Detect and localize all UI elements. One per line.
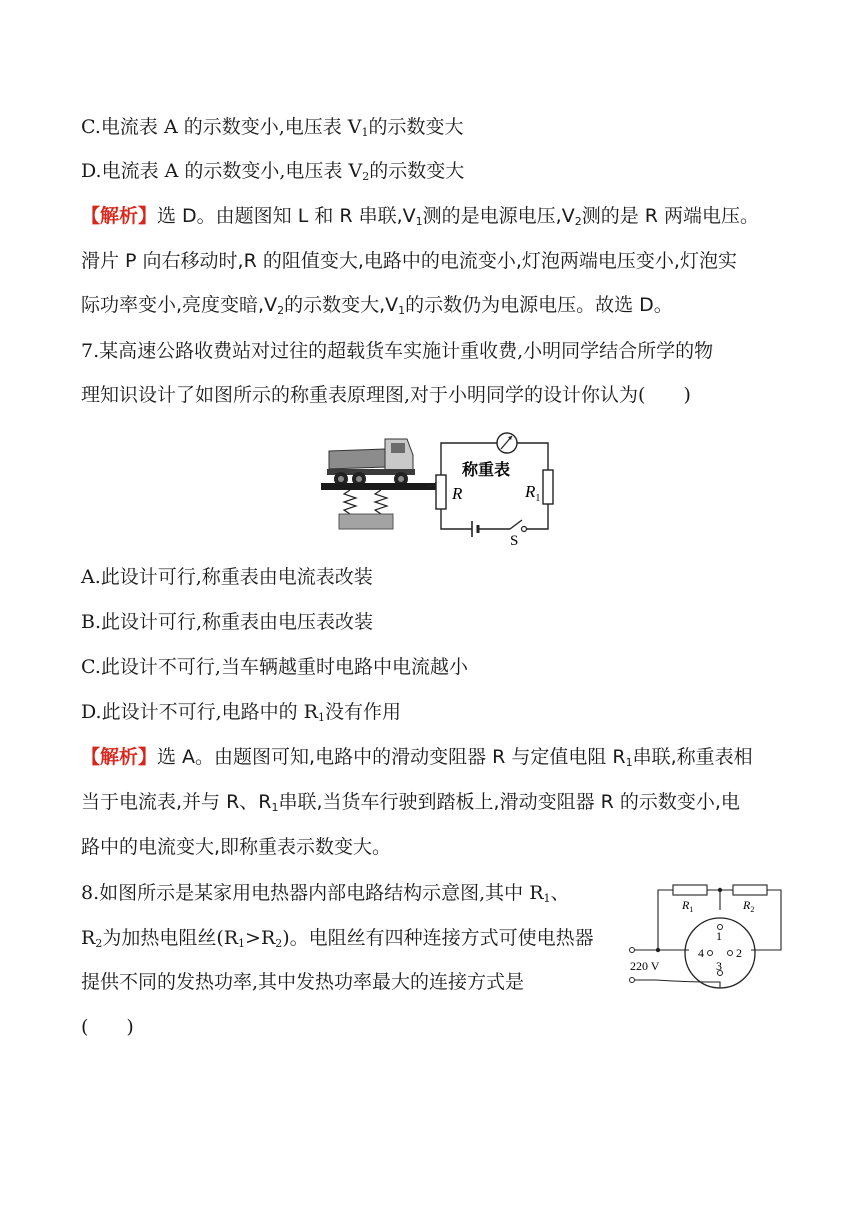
terminal-1: 1	[716, 929, 722, 943]
q7-option-a: A.此设计可行,称重表由电流表改装	[81, 566, 373, 588]
base-block	[339, 514, 393, 529]
q7-analysis-line3: 路中的电流变大,即称重表示数变大。	[81, 836, 392, 858]
resistor-r-label: R	[452, 484, 463, 503]
spring-left	[344, 490, 356, 514]
meter-icon	[497, 433, 517, 453]
resistor-r2	[733, 885, 767, 895]
q8-stem-line3: 提供不同的发热功率,其中发热功率最大的连接方式是	[81, 971, 525, 993]
weighing-platform	[321, 483, 439, 490]
spring-right	[375, 490, 387, 514]
supply-voltage-label: 220 V	[630, 959, 660, 973]
q6-analysis-line2: 滑片 P 向右移动时,R 的阻值变大,电路中的电流变小,灯泡两端电压变小,灯泡实	[81, 250, 737, 272]
q6-option-c: C.电流表 A 的示数变小,电压表 $V_1$的示数变大	[81, 116, 464, 139]
terminal-2: 2	[736, 946, 742, 960]
svg-text:R2: $R_2$	[743, 898, 755, 914]
resistor-r1	[543, 470, 553, 504]
q7-option-c: C.此设计不可行,当车辆越重时电路中电流越小	[81, 656, 468, 678]
svg-text:R1: $R_1$	[682, 898, 694, 914]
analysis-tag: 【解析】	[81, 205, 158, 227]
switch-label: S	[510, 533, 519, 547]
truck-icon	[327, 439, 415, 486]
q6-option-d: D.电流表 A 的示数变小,电压表 $V_2$的示数变大	[81, 160, 465, 183]
q6-analysis-line1: 【解析】选 D。由题图知 L 和 R 串联$,V_1$测的是电源电压$,V_2$测的是 R 两端电压。	[81, 205, 759, 228]
meter-label: 称重表	[462, 462, 511, 479]
q6-analysis-line3: 际功率变小,亮度变暗$,V_2$的示数变大$,V_1$的示数仍为电源电压。故选 D。	[81, 294, 673, 317]
terminal-4: 4	[698, 946, 704, 960]
terminal-3: 3	[716, 959, 722, 973]
q8-stem-line1: 8.如图所示是某家用电热器内部电路结构示意图,其中 $R_1$、	[81, 882, 570, 905]
q8-heater-circuit-figure	[626, 874, 786, 1002]
q8-stem-line2: $R_2$为加热电阻丝$(R_1>R_2)$。电阻丝有四种连接方式可使电热器	[81, 927, 594, 950]
q7-analysis-line2: 当于电流表,并与 R、$R_1$串联,当货车行驶到踏板上,滑动变阻器 R 的示数变小,电	[81, 791, 740, 814]
q7-stem-line2: 理知识设计了如图所示的称重表原理图,对于小明同学的设计你认为( )	[81, 384, 691, 406]
q7-option-b: B.此设计可行,称重表由电压表改装	[81, 611, 374, 633]
battery-icon	[472, 521, 510, 537]
q7-analysis-line1: 【解析】选 A。由题图可知,电路中的滑动变阻器 R 与定值电阻 $R_1$串联,称重表相	[81, 746, 753, 769]
q8-stem-line4: ( )	[81, 1016, 134, 1038]
switch-icon	[510, 520, 527, 532]
analysis-tag: 【解析】	[81, 746, 158, 768]
resistor-r	[436, 475, 446, 509]
q7-stem-line1: 7.某高速公路收费站对过往的超载货车实施计重收费,小明同学结合所学的物	[81, 340, 714, 362]
resistor-r1-label: $R_1$	[525, 482, 541, 504]
resistor-r1	[673, 885, 707, 895]
q7-option-d: D.此设计不可行,电路中的 $R_1$没有作用	[81, 701, 401, 724]
q7-weighing-circuit-figure	[315, 425, 565, 547]
